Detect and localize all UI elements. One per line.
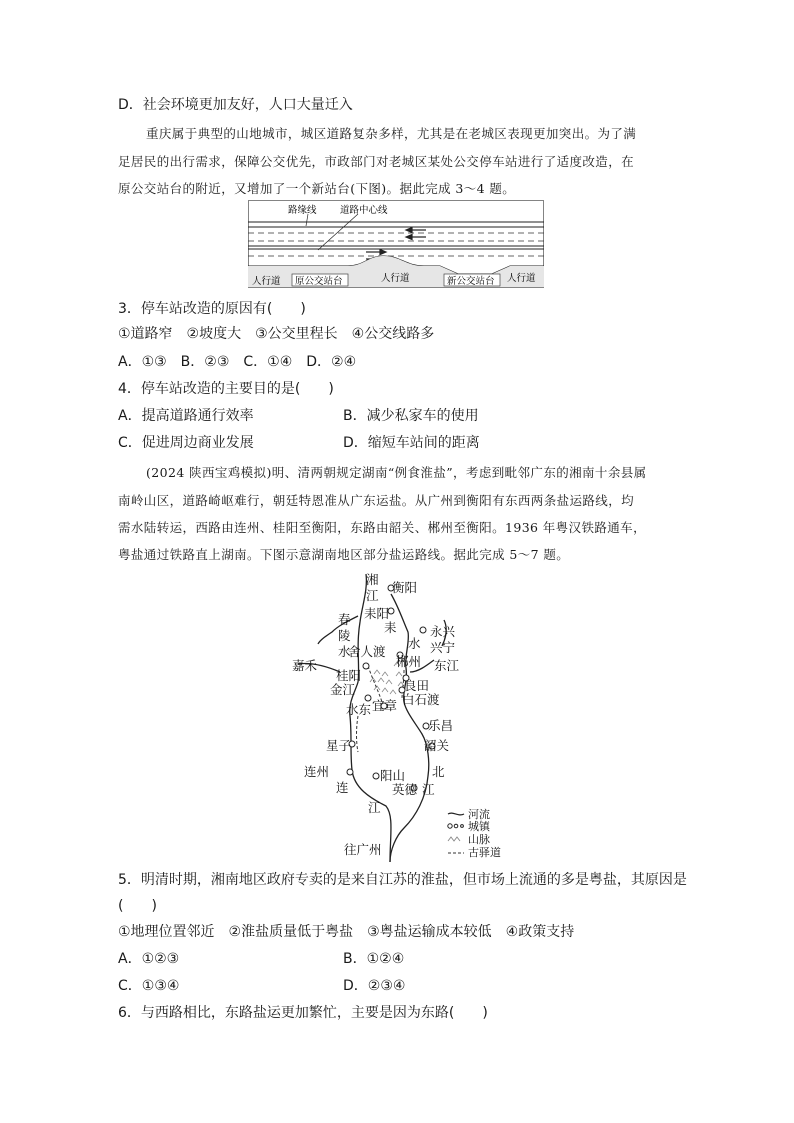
q5-items: ①地理位置邻近 ②淮盐质量低于粤盐 ③粤盐运输成本较低 ④政策支持	[118, 924, 575, 940]
label-sidewalk-right: 人行道	[507, 273, 536, 284]
label-center-line: 道路中心线	[340, 205, 388, 216]
passage1-line1: 重庆属于典型的山地城市，城区道路复杂多样，尤其是在老城区表现更加突出。为了满	[146, 126, 637, 141]
label-sidewalk-left: 人行道	[252, 276, 281, 287]
salt-route-map	[286, 566, 526, 862]
passage1-line2: 足居民的出行需求，保障公交优先，市政部门对老城区某处公交停车站进行了适度改造，在	[118, 154, 635, 169]
q3-items: ①道路窄 ②坡度大 ③公交里程长 ④公交线路多	[118, 326, 435, 342]
q4-option-b: B．减少私家车的使用	[343, 408, 479, 424]
label-to-guangzhou: 往广州	[344, 842, 382, 857]
legend-river: 河流	[468, 808, 490, 821]
label-liangtian: 良田	[404, 678, 430, 693]
q5-option-b: B．①②④	[343, 951, 405, 967]
q5-option-d: D．②③④	[343, 978, 406, 994]
label-xingzi: 星子	[326, 738, 352, 753]
q4-option-a: A．提高道路通行效率	[118, 408, 254, 424]
q4-stem: 4．停车站改造的主要目的是( )	[118, 381, 334, 397]
label-jinjiang: 金江	[330, 682, 356, 697]
label-new-bus-stop: 新公交站台	[447, 276, 495, 287]
map-legend	[448, 807, 501, 859]
label-bei: 北	[432, 764, 445, 779]
label-baishidu: 白石渡	[402, 692, 440, 707]
q4-option-d: D．缩短车站间的距离	[343, 435, 480, 451]
label-old-bus-stop: 原公交站台	[295, 276, 343, 287]
q5-option-a: A．①②③	[118, 951, 180, 967]
passage1-line3: 原公交站台的附近，又增加了一个新站台(下图)。据此完成 3～4 题。	[118, 181, 516, 196]
q5-option-c: C．①③④	[118, 978, 180, 994]
passage2-line3: 需水陆转运，西路由连州、桂阳至衡阳，东路由韶关、郴州至衡阳。1936 年粤汉铁路通车，	[118, 520, 646, 535]
passage2-line4: 粤盐通过铁路直上湖南。下图示意湖南地区部分盐运路线。据此完成 5～7 题。	[118, 547, 570, 562]
label-chenzhou: 郴州	[396, 654, 422, 669]
label-road-edge: 路缘线	[288, 205, 317, 216]
q3-options: A．①③ B．②③ C．①④ D．②④	[118, 354, 357, 370]
label-lei: 耒	[384, 620, 397, 635]
label-dongjiang: 东江	[434, 658, 460, 673]
label-lian: 连	[336, 780, 349, 795]
label-jiang-3: 江	[422, 782, 435, 797]
label-ling: 陵	[338, 628, 351, 643]
q4-option-c: C．促进周边商业发展	[118, 435, 254, 451]
label-guiyang: 桂阳	[336, 668, 362, 683]
label-yingde: 英德	[392, 782, 418, 797]
label-xingning: 兴宁	[430, 640, 456, 655]
label-shui-2: 水	[408, 636, 421, 651]
q5-stem: 5．明清时期，湘南地区政府专卖的是来自江苏的淮盐，但市场上流通的多是粤盐，其原因是	[118, 872, 687, 888]
label-xiang: 湘	[366, 572, 379, 587]
label-jiahe: 嘉禾	[292, 658, 318, 673]
label-sidewalk-middle: 人行道	[381, 273, 410, 284]
passage2-line1: (2024 陕西宝鸡模拟)明、清两朝规定湖南“例食淮盐”，考虑到毗邻广东的湘南十余县属	[146, 465, 647, 480]
label-chun: 春	[338, 612, 351, 627]
label-sherendu: 舍人渡	[348, 644, 386, 659]
label-lechang: 乐昌	[428, 718, 454, 733]
q3-stem: 3．停车站改造的原因有( )	[118, 301, 306, 317]
legend-post-road: 古驿道	[468, 846, 501, 859]
label-hengyang: 衡阳	[392, 580, 418, 595]
legend-mountain: 山脉	[468, 833, 490, 846]
label-leiyang: 耒阳	[364, 606, 390, 621]
label-shuidong: 水东	[346, 702, 372, 717]
label-shaoguan: 韶关	[424, 738, 450, 753]
bus-stop-diagram	[248, 200, 544, 288]
label-shui-1: 水	[338, 644, 351, 659]
passage2-line2: 南岭山区，道路崎岖难行，朝廷特恩准从广东运盐。从广州到衡阳有东西两条盐运路线，均	[118, 493, 635, 508]
option-d-text: D．社会环境更加友好，人口大量迁入	[118, 97, 353, 113]
label-yongxing: 永兴	[430, 624, 456, 639]
label-yangshan: 阳山	[380, 768, 406, 783]
label-jiang-2: 江	[368, 800, 381, 815]
q5-paren: ( )	[118, 898, 157, 914]
label-yitang: 宜章	[372, 698, 398, 713]
q6-stem: 6．与西路相比，东路盐运更加繁忙，主要是因为东路( )	[118, 1005, 488, 1021]
legend-town: 城镇	[468, 820, 490, 833]
label-lianzhou: 连州	[304, 764, 330, 779]
label-jiang-1: 江	[366, 588, 379, 603]
